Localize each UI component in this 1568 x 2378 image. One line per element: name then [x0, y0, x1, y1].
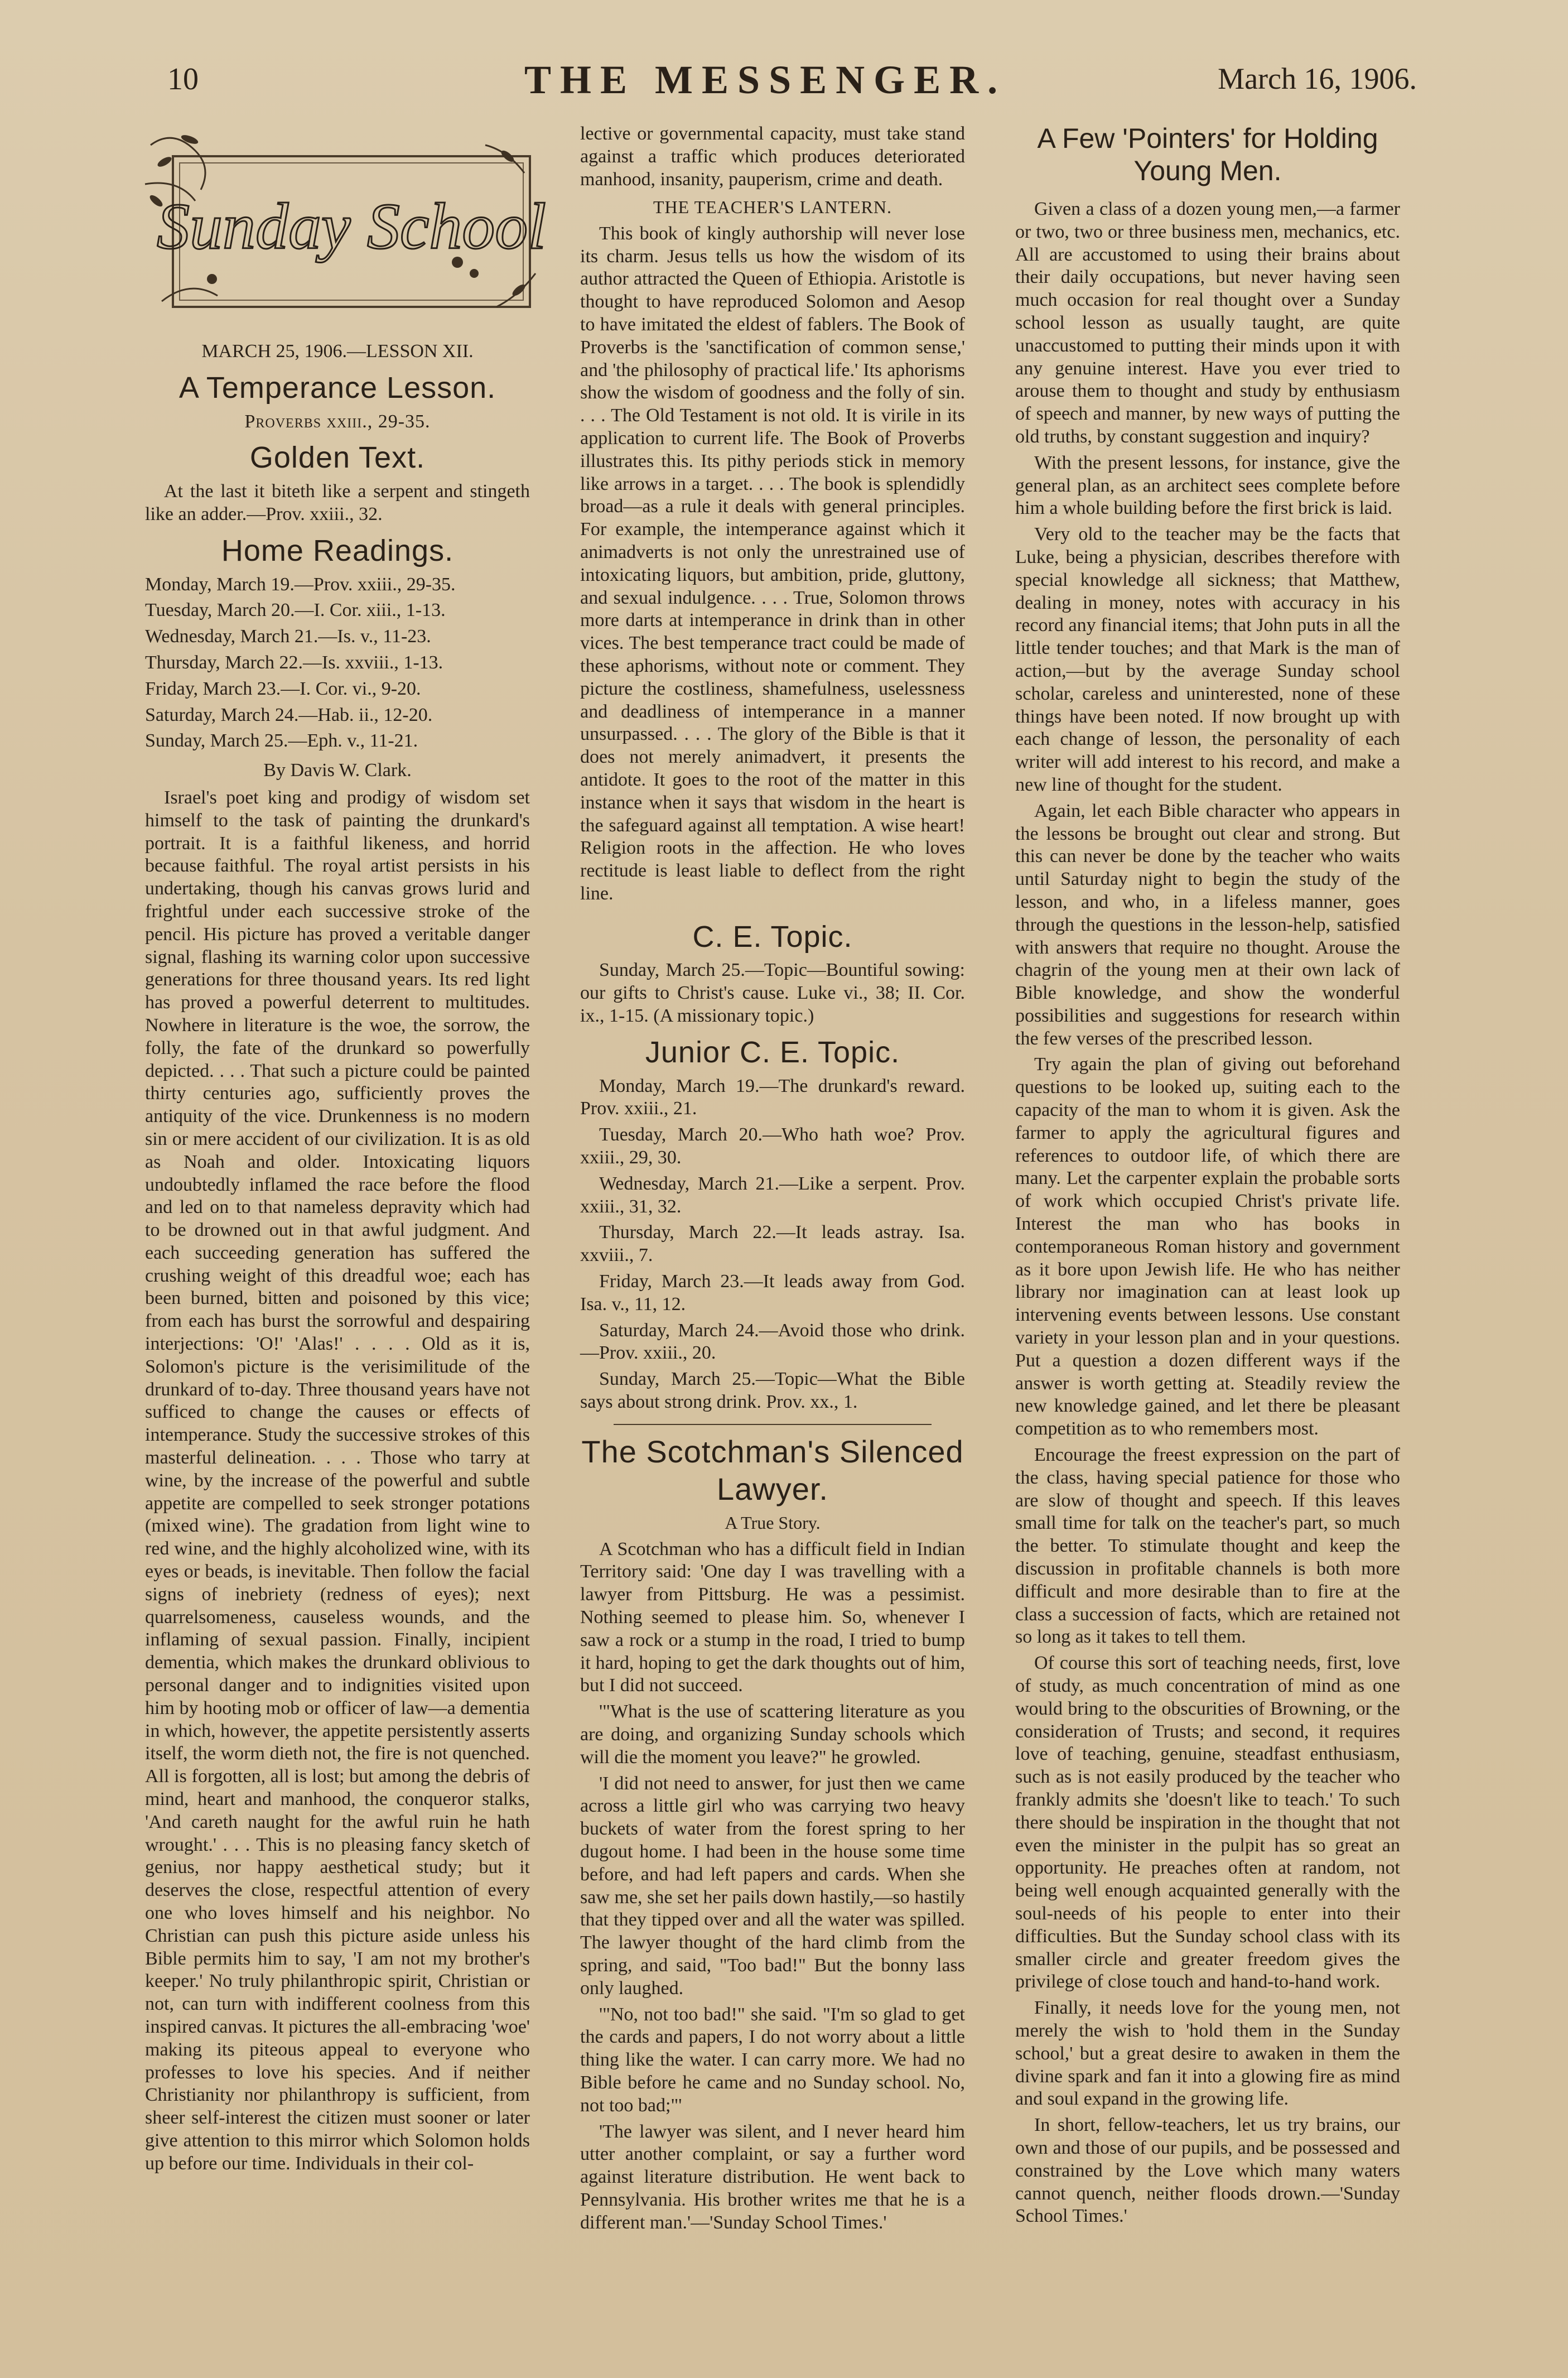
pointers-paragraph: Finally, it needs love for the young men, not merely the wish to 'hold them in the Sunday school,' but a great desire to awaken in them the divine spark and fan it into a glowing fire as mind and soul expand in the growing life.: [1015, 1997, 1400, 2110]
pointers-paragraph: Given a class of a dozen young men,—a farmer or two, two or three business men, mechanics, etc. All are accustomed to using their brains about their daily occupations, but never having seen much occasion for real thought over a Sunday school lesson as usually taught, are quite unaccustomed to putting their minds upon it with any genuine interest. Have you ever tried to arouse them to thought and study by enthusiasm of speech and manner, by new ways of putting the old truths, by constant suggestion and inquiry?: [1015, 199, 1400, 447]
reading-item: Monday, March 19.—Prov. xxiii., 29-35.: [145, 574, 456, 595]
divider: [614, 1424, 932, 1425]
byline: By Davis W. Clark.: [263, 760, 412, 781]
ce-topic-body: Sunday, March 25.—Topic—Bountiful sowing: our gifts to Christ's cause. Luke vi., 38; II. Cor. ix., 1-15. (A missionary topic.): [580, 960, 965, 1027]
pointers-heading: A Few 'Pointers' for Holding Young Men.: [1037, 123, 1378, 186]
paper-title: THE MESSENGER.: [524, 57, 1007, 102]
column-2: [580, 123, 965, 2238]
junior-item: Monday, March 19.—The drunkard's reward. Prov. xxiii., 21.: [580, 1075, 965, 1119]
reading-item: Friday, March 23.—I. Cor. vi., 9-20.: [145, 678, 421, 699]
pointers-paragraph: Encourage the freest expression on the part of the class, having special patience for those who are slow of thought and speech. If this leaves small time for talk on the teacher's part, so much the better. To stimulate thought and keep the discussion in profitable channels is both more difficult and more desirable than to fire at the class a succession of facts, which are retained not so long as it takes to tell them.: [1015, 1445, 1400, 1648]
junior-item: Thursday, March 22.—It leads astray. Isa. xxviii., 7.: [580, 1222, 965, 1266]
pointers-paragraph: Again, let each Bible character who appears in the lessons be brought out clear and strong. But this can never be done by the teacher who waits until Saturday night to begin the study of the lesson, and who, in a lifeless manner, goes through the questions in the lesson-help, satisfied with answers that require no thought. Arouse the chagrin of the young men at their own lack of Bible knowledge, and show the wonderful possibilities and suggestions for research within the few verses of the prescribed lesson.: [1015, 800, 1400, 1049]
column-1: [145, 123, 547, 2179]
pointers-paragraph: In short, fellow-teachers, let us try brains, our own and those of our pupils, and be possessed and constrained by the Love which many waters cannot quench, neither floods drown.—'Sunday School Times.': [1015, 2115, 1400, 2227]
reading-item: Thursday, March 22.—Is. xxviii., 1-13.: [145, 652, 443, 673]
scotchman-paragraph: '"No, not too bad!" she said. "I'm so glad to get the cards and papers, I do not worry about a little thing like the water. I can carry more. We had no Bible before he came and no Sunday school. No, not too bad;"': [580, 2004, 965, 2116]
masthead: [167, 45, 1417, 112]
reading-item: Tuesday, March 20.—I. Cor. xiii., 1-13.: [145, 600, 446, 621]
reading-item: Sunday, March 25.—Eph. v., 11-21.: [145, 730, 418, 752]
reading-item: Wednesday, March 21.—Is. v., 11-23.: [145, 626, 431, 647]
reading-item: Saturday, March 24.—Hab. ii., 12-20.: [145, 704, 433, 725]
pointers-paragraph: Of course this sort of teaching needs, first, love of study, as much concentration of mind as one would bring to the obscurities of Browning, or the consideration of Trusts; and second, it requires love of teaching, genuine, steadfast enthusiasm, such as is not easily produced by the teacher who frankly admits she 'doesn't like to teach.' To such there should be inspiration in the thought that not even the minister in the pulpit has so great an opportunity. He preaches often at random, not being well enough acquainted generally with the soul-needs of his people to enter into their difficulties. But the Sunday school class with its smaller circle and greater freedom gives the privilege of close touch and hand-to-hand work.: [1015, 1653, 1400, 1992]
scotchman-heading: The Scotchman's Silenced Lawyer.: [581, 1433, 964, 1507]
scotchman-paragraph: 'The lawyer was silent, and I never heard him utter another complaint, or say a further word against literature distribution. He went back to Pennsylvania. His brother writes me that he is a different man.'—'Sunday School Times.': [580, 2121, 965, 2233]
scotchman-paragraph: A Scotchman who has a difficult field in Indian Territory said: 'One day I was travelling with a lawyer from Pittsburg. He was a pessimist. Nothing seemed to please him. So, whenever I saw a rock or a stump in the road, I tried to bump it hard, hoping to get the dark thoughts out of him, but I did not succeed.: [580, 1538, 965, 1696]
junior-item: Saturday, March 24.—Avoid those who drink.—Prov. xxiii., 20.: [580, 1320, 965, 1364]
golden-text: At the last it biteth like a serpent and stingeth like an adder.—Prov. xxiii., 32.: [145, 481, 530, 524]
home-readings-heading: Home Readings.: [221, 533, 454, 567]
svg-text:Sunday School: Sunday School: [156, 190, 547, 263]
home-readings-list: [145, 574, 530, 753]
lantern-heading: THE TEACHER'S LANTERN.: [653, 197, 892, 218]
pointers-paragraph: Very old to the teacher may be the facts that Luke, being a physician, describes therefore with special knowledge all sickness; that Matthew, dealing in money, notes with accuracy in his record any financial items; that John puts in all the little tender touches; and that Mark is the man of action,—but by the average Sunday school scholar, careless and uninterested, none of these things have been noted. If now brought up with each change of lesson, the personality of each writer will add interest to his record, and make a new line of thought for the student.: [1015, 524, 1400, 795]
pointers-paragraph: With the present lessons, for instance, give the general plan, as an architect sees complete before him a whole building before the first brick is laid.: [1015, 452, 1400, 519]
lesson-title: A Temperance Lesson.: [178, 370, 496, 405]
pointers-paragraph: Try again the plan of giving out beforehand questions to be looked up, suiting each to the capacity of the man to whom it is given. Ask the farmer to apply the agricultural figures and references to outdoor life, of which there are many. Let the carpenter explain the probable sorts of work which occupied Christ's private life. Interest the man who has books in contemporaneous Roman history and government as it bore upon Jewish life. He who has neither library nor imagination can at least look up intervening events between lessons. Use constant variety in your lesson plan and in your questions. Put a question a dozen different ways if the answer is worth getting at. Steadily review the new knowledge gained, and let there be pleasant competition as to who remembers most.: [1015, 1054, 1400, 1440]
scotchman-paragraph: '"What is the use of scattering literature as you are doing, and organizing Sunday schools which will die the moment you leave?" he growled.: [580, 1701, 965, 1768]
proverbs-reference: Proverbs xxiii., 29-35.: [244, 411, 431, 432]
page-number: 10: [167, 62, 199, 97]
sunday-school-ornament-icon: [139, 123, 547, 324]
scotchman-subheading: A True Story.: [725, 1513, 821, 1533]
issue-date: March 16, 1906.: [1218, 62, 1417, 95]
column-3: [1015, 123, 1400, 2231]
sunday-school-logo: [139, 123, 547, 324]
lesson-line: MARCH 25, 1906.—LESSON XII.: [201, 341, 474, 362]
junior-item: Friday, March 23.—It leads away from God. Isa. v., 11, 12.: [580, 1271, 965, 1315]
scotchman-paragraph: 'I did not need to answer, for just then we came across a little girl who was carrying two heavy buckets of water from the forest spring to her dugout home. I had been in the house some time before, and had left papers and cards. When she saw me, she set her pails down hastily,—so hastily that they tipped over and all the water was spilled. The lawyer thought of the hard climb from the spring, and said, "Too bad!" But the bonny lass only laughed.: [580, 1773, 965, 1999]
continuation-text: lective or governmental capacity, must take stand against a traffic which produces deteriorated manhood, insanity, pauperism, crime and death.: [580, 123, 965, 190]
junior-item: Tuesday, March 20.—Who hath woe? Prov. xxiii., 29, 30.: [580, 1124, 965, 1168]
golden-text-heading: Golden Text.: [249, 441, 426, 475]
ce-topic-heading: C. E. Topic.: [692, 920, 853, 954]
article-body: Israel's poet king and prodigy of wisdom set himself to the task of painting the drunkard's portrait. It is a faithful likeness, and horrid because faithful. The royal artist persists in his undertaking, though his canvas grows lurid and frightful under each successive stroke of the pencil. His picture has proved a veritable danger signal, flashing its warning color upon successive generations for three thousand years. Its red light has proved a powerful deterrent to multitudes. Nowhere in literature is the woe, the sorrow, the folly, the fate of the drunkard so powerfully depicted. . . . That such a picture could be painted thirty centuries ago, sufficiently proves the antiquity of the vice. Drunkenness is no modern sin or mere accident of our civilization. It is as old as Noah and older. Intoxicating liquors undoubtedly inflamed the race before the flood and led on to that nameless depravity which had to be drowned out in that awful judgment. And each succeeding generation has suffered the crushing weight of this dreadful woe; each has been burned, bitten and poisoned by this vice; from each has burst the sorrowful and despairing interjections: 'O!' 'Alas!' . . . . Old as it is, Solomon's picture is the verisimilitude of the drunkard of to-day. Three thousand years have not sufficed to change the causes or effects of intemperance. Study the successive strokes of this masterful delineation. . . . Those who tarry at wine, by the increase of the powerful and subtle appetite are compelled to seek stronger potations (mixed wine). The gradation from light wine to red wine, and the highly alcoholized wine, with its eyes or beads, is inevitable. Then follow the facial signs of inebriety (redness of eyes); next quarrelsomeness, causeless wounds, and the inflaming of sexual passion. Finally, incipient dementia, which makes the drunkard oblivious to personal danger and to indignities visited upon him by hooting mob or officer of law—a dementia in which, however, the appetite persistently asserts itself, the worm dieth not, the fire is not quenched. All is forgotten, all is lost; but among the debris of mind, heart and manhood, the conqueror stalks, 'And careth naught for the awful ruin he hath wrought.' . . . This is no pleasing fancy sketch of genius, nor happy aesthetical study; but it deserves the close, respectful attention of every one who loves himself and his neighbor. No Christian can push this picture aside unless his Bible permits him to say, 'I am not my brother's keeper.' No truly philanthropic spirit, Christian or not, can turn with indifferent coolness from this inspired canvas. It pictures the all-embracing 'woe' making its piteous appeal to everyone who professes to love his species. And if neither Christianity nor philanthropy is sufficient, from sheer self-interest the citizen must sooner or later give attention to this mirror which Solomon holds up before our time. Individuals in their col-: [145, 787, 530, 2174]
junior-ce-heading: Junior C. E. Topic.: [645, 1035, 900, 1069]
lantern-body: This book of kingly authorship will never lose its charm. Jesus tells us how the wisdom of its author attracted the Queen of Ethiopia. Aristotle is thought to have reproduced Solomon and Aesop to have imitated the eldest of fablers. The Book of Proverbs is the 'sanctification of common sense,' and 'the philosophy of practical life.' Its aphorisms show the wisdom of goodness and the folly of sin. . . . The Old Testament is not old. It is virile in its application to current life. The Book of Proverbs illustrates this. Its pithy periods stick in memory like arrows in a target. . . . The book is splendidly broad—as a rule it deals with general principles. For example, the intemperance against which it animadverts is not only the unrestrained use of intoxicating liquors, but ambition, pride, gluttony, and sexual indulgence. . . . True, Solomon throws more darts at intemperance in drink than in other vices. The best temperance tract could be made of these aphorisms, without note or comment. They picture the costliness, shamefulness, uselessness and deadliness of intemperance in a manner unsurpassed. . . . The glory of the Bible is that it does not merely animadvert, it presents the antidote. It goes to the root of the matter in this instance when it says that wisdom in the heart is the safeguard against all temptation. A wise heart! Religion roots in the affection. He who loves rectitude is least liable to deflect from the right line.: [580, 223, 965, 904]
junior-item: Wednesday, March 21.—Like a serpent. Prov. xxiii., 31, 32.: [580, 1173, 965, 1217]
junior-item: Sunday, March 25.—Topic—What the Bible says about strong drink. Prov. xx., 1.: [580, 1369, 965, 1413]
